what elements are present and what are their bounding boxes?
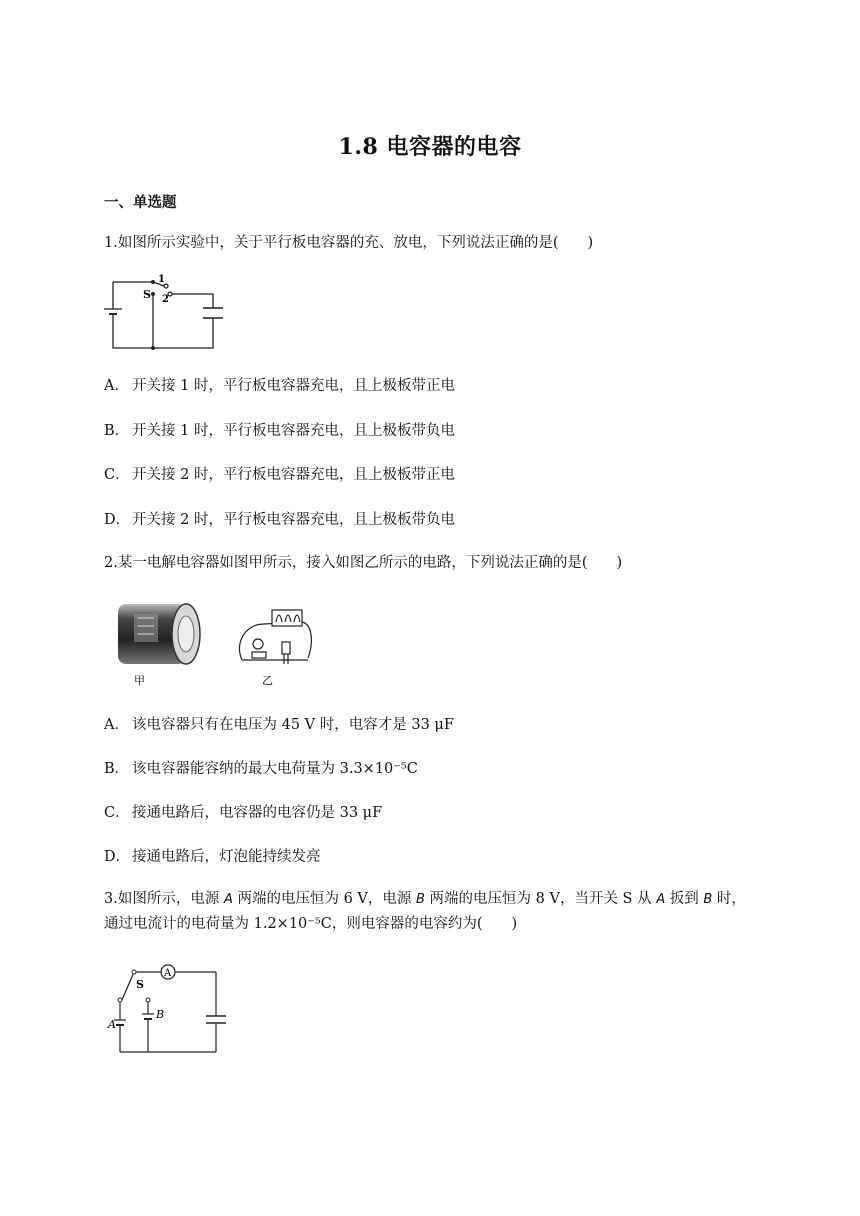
fig2-label-yi: 乙	[262, 674, 273, 687]
question-1-option-a: A． 开关接 1 时，平行板电容器充电，且上极板带正电	[104, 378, 455, 394]
question-1-stem: 1.如图所示实验中，关于平行板电容器的充、放电，下列说法正确的是( )	[104, 235, 594, 251]
question-2-option-b: B． 该电容器能容纳的最大电荷量为 3.3×10⁻⁵C	[104, 761, 418, 777]
question-2-circuit-figure	[232, 602, 316, 688]
fig3-ammeter-label: A	[164, 968, 172, 979]
question-2-option-d: D． 接通电路后，灯泡能持续发亮	[104, 849, 321, 865]
fig1-pos2-label: 2	[162, 294, 169, 305]
fig1-pos1-label: 1	[158, 274, 165, 285]
fig3-switch-label: S	[136, 978, 144, 991]
fig3-source-b-label: B	[156, 1008, 165, 1021]
fig1-switch-label: S	[143, 288, 151, 301]
page-title: 1.8 电容器的电容	[338, 134, 522, 160]
question-1-option-b: B． 开关接 1 时，平行板电容器充电，且上极板带负电	[104, 423, 455, 439]
question-1-option-c: C． 开关接 2 时，平行板电容器充电，且上极板带正电	[104, 467, 455, 483]
question-3-stem: 3.如图所示，电源 A 两端的电压恒为 6 V，电源 B 两端的电压恒为 8 V，当开关 S 从 A 扳到 B 时， 通过电流计的电荷量为 1.2×10⁻⁵C，则电容器的电容约为( )	[104, 891, 746, 932]
question-2-stem: 2.某一电解电容器如图甲所示，接入如图乙所示的电路，下列说法正确的是( )	[104, 555, 623, 571]
question-1-option-d: D． 开关接 2 时，平行板电容器充电，且上极板带负电	[104, 512, 455, 528]
question-3-circuit-figure	[106, 960, 230, 1056]
fig2-label-jia: 甲	[134, 674, 145, 687]
fig3-source-a-label: A	[108, 1018, 116, 1031]
section-heading: 一、单选题	[104, 194, 177, 211]
question-2-capacitor-photo	[108, 596, 208, 688]
question-2-option-c: C． 接通电路后，电容器的电容仍是 33 μF	[104, 805, 383, 821]
question-1-circuit-figure	[100, 272, 225, 354]
question-2-option-a: A． 该电容器只有在电压为 45 V 时，电容才是 33 μF	[104, 717, 454, 733]
